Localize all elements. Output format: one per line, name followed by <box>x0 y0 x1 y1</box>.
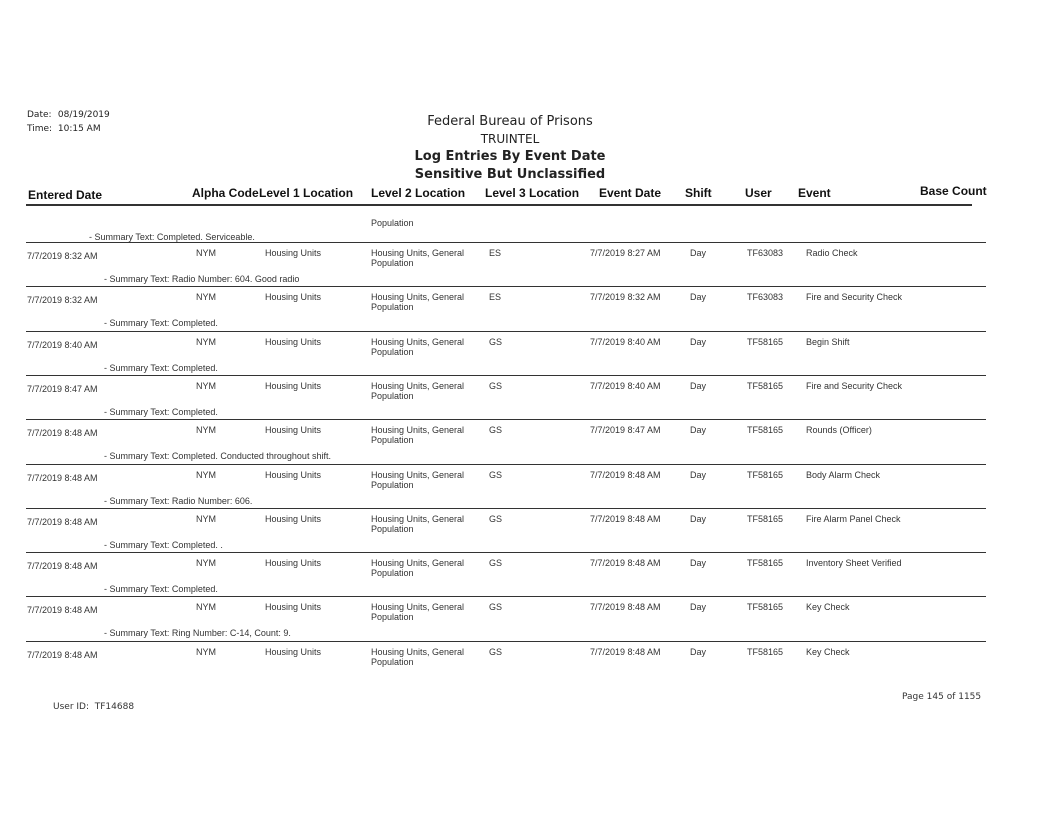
org-name: Federal Bureau of Prisons <box>427 114 593 129</box>
shift-cell: Day <box>690 647 707 657</box>
summary-text: - Summary Text: Completed. . <box>104 540 223 550</box>
event-date-cell: 7/7/2019 8:48 AM <box>590 514 661 524</box>
row-divider <box>26 641 986 642</box>
row-divider <box>26 375 986 376</box>
summary-text: - Summary Text: Completed. Conducted throughout shift. <box>104 451 331 461</box>
level1-cell: Housing Units <box>265 248 322 258</box>
alpha-code-cell: NYM <box>196 514 216 524</box>
level3-cell: GS <box>489 425 503 435</box>
level2-cell: Housing Units, General Population <box>371 292 465 312</box>
entered-date-cell: 7/7/2019 8:48 AM <box>27 473 98 483</box>
col-event: Event <box>798 186 831 200</box>
level2-cell: Housing Units, General Population <box>371 470 465 490</box>
row-divider <box>26 242 986 243</box>
col-user: User <box>745 186 772 200</box>
alpha-code-cell: NYM <box>196 292 216 302</box>
alpha-code-cell: NYM <box>196 647 216 657</box>
date-label: Date: <box>27 110 52 120</box>
row-divider <box>26 419 986 420</box>
event-date-cell: 7/7/2019 8:32 AM <box>590 292 661 302</box>
user-id-label: User ID: <box>53 702 89 712</box>
level2-cell: Housing Units, General Population <box>371 558 465 578</box>
col-entered-date: Entered Date <box>28 188 103 202</box>
event-cell: Rounds (Officer) <box>806 425 872 435</box>
event-cell: Key Check <box>806 647 850 657</box>
level3-cell: GS <box>489 647 503 657</box>
level1-cell: Housing Units <box>265 647 322 657</box>
entered-date-cell: 7/7/2019 8:48 AM <box>27 561 98 571</box>
user-id-value: TF14688 <box>94 702 135 712</box>
entered-date-cell: 7/7/2019 8:47 AM <box>27 384 98 394</box>
time-value: 10:15 AM <box>57 124 101 134</box>
user-cell: TF58165 <box>747 558 784 568</box>
entered-date-cell: 7/7/2019 8:40 AM <box>27 340 98 350</box>
level1-cell: Housing Units <box>265 292 322 302</box>
classification: Sensitive But Unclassified <box>414 167 606 182</box>
date-value: 08/19/2019 <box>57 110 110 120</box>
user-cell: TF58165 <box>747 647 784 657</box>
system-name: TRUINTEL <box>480 132 540 146</box>
level2-cell: Housing Units, General Population <box>371 647 465 667</box>
level1-cell: Housing Units <box>265 514 322 524</box>
user-cell: TF58165 <box>747 470 784 480</box>
event-date-cell: 7/7/2019 8:48 AM <box>590 602 661 612</box>
col-shift: Shift <box>685 186 712 200</box>
page-number: Page 145 of 1155 <box>902 692 982 702</box>
level3-cell: ES <box>489 292 502 302</box>
summary-text: - Summary Text: Completed. <box>104 407 218 417</box>
level1-cell: Housing Units <box>265 558 322 568</box>
carryover-level2: Population <box>371 218 414 228</box>
row-divider <box>26 552 986 553</box>
level2-cell: Housing Units, General Population <box>371 514 465 534</box>
col-base-count: Base Count <box>920 184 987 198</box>
user-cell: TF58165 <box>747 602 784 612</box>
level1-cell: Housing Units <box>265 602 322 612</box>
event-date-cell: 7/7/2019 8:48 AM <box>590 647 661 657</box>
alpha-code-cell: NYM <box>196 381 216 391</box>
level3-cell: GS <box>489 337 503 347</box>
summary-text: - Summary Text: Radio Number: 606. <box>104 496 253 506</box>
user-cell: TF63083 <box>747 248 784 258</box>
entered-date-cell: 7/7/2019 8:48 AM <box>27 517 98 527</box>
alpha-code-cell: NYM <box>196 470 216 480</box>
alpha-code-cell: NYM <box>196 558 216 568</box>
level1-cell: Housing Units <box>265 425 322 435</box>
user-cell: TF58165 <box>747 514 784 524</box>
shift-cell: Day <box>690 558 707 568</box>
level3-cell: GS <box>489 558 503 568</box>
time-label: Time: <box>27 124 53 134</box>
col-level1: Level 1 Location <box>259 186 354 200</box>
footer-user-id <box>53 702 134 712</box>
shift-cell: Day <box>690 602 707 612</box>
event-date-cell: 7/7/2019 8:40 AM <box>590 337 661 347</box>
level1-cell: Housing Units <box>265 470 322 480</box>
summary-text: - Summary Text: Completed. <box>104 584 218 594</box>
alpha-code-cell: NYM <box>196 602 216 612</box>
user-cell: TF58165 <box>747 337 784 347</box>
level1-cell: Housing Units <box>265 337 322 347</box>
level2-cell: Housing Units, General Population <box>371 337 465 357</box>
user-cell: TF58165 <box>747 381 784 391</box>
level1-cell: Housing Units <box>265 381 322 391</box>
event-cell: Fire and Security Check <box>806 381 903 391</box>
row-divider <box>26 508 986 509</box>
entered-date-cell: 7/7/2019 8:48 AM <box>27 650 98 660</box>
user-cell: TF63083 <box>747 292 784 302</box>
summary-text: - Summary Text: Completed. <box>104 363 218 373</box>
col-level2: Level 2 Location <box>371 186 466 200</box>
level2-cell: Housing Units, General Population <box>371 425 465 445</box>
col-level3: Level 3 Location <box>485 186 580 200</box>
shift-cell: Day <box>690 381 707 391</box>
alpha-code-cell: NYM <box>196 425 216 435</box>
row-divider <box>26 331 986 332</box>
event-cell: Body Alarm Check <box>806 470 881 480</box>
shift-cell: Day <box>690 425 707 435</box>
event-cell: Inventory Sheet Verified <box>806 558 902 568</box>
shift-cell: Day <box>690 292 707 302</box>
event-date-cell: 7/7/2019 8:48 AM <box>590 470 661 480</box>
level2-cell: Housing Units, General Population <box>371 381 465 401</box>
user-cell: TF58165 <box>747 425 784 435</box>
event-cell: Begin Shift <box>806 337 850 347</box>
alpha-code-cell: NYM <box>196 248 216 258</box>
col-alpha-code: Alpha Code <box>192 186 259 200</box>
level3-cell: GS <box>489 381 503 391</box>
row-divider <box>26 286 986 287</box>
col-event-date: Event Date <box>599 186 662 200</box>
entered-date-cell: 7/7/2019 8:32 AM <box>27 251 98 261</box>
row-divider <box>26 464 986 465</box>
shift-cell: Day <box>690 337 707 347</box>
level3-cell: GS <box>489 514 503 524</box>
event-cell: Key Check <box>806 602 850 612</box>
summary-text: - Summary Text: Ring Number: C-14, Count: 9. <box>104 628 291 638</box>
event-date-cell: 7/7/2019 8:40 AM <box>590 381 661 391</box>
event-date-cell: 7/7/2019 8:48 AM <box>590 558 661 568</box>
report-title: Log Entries By Event Date <box>414 149 606 164</box>
level3-cell: GS <box>489 470 503 480</box>
shift-cell: Day <box>690 514 707 524</box>
event-cell: Fire Alarm Panel Check <box>806 514 901 524</box>
entered-date-cell: 7/7/2019 8:48 AM <box>27 605 98 615</box>
level3-cell: ES <box>489 248 502 258</box>
level3-cell: GS <box>489 602 503 612</box>
shift-cell: Day <box>690 248 707 258</box>
level2-cell: Housing Units, General Population <box>371 602 465 622</box>
event-cell: Fire and Security Check <box>806 292 903 302</box>
event-date-cell: 7/7/2019 8:47 AM <box>590 425 661 435</box>
row-divider <box>26 596 986 597</box>
summary-text: - Summary Text: Radio Number: 604. Good radio <box>104 274 300 284</box>
alpha-code-cell: NYM <box>196 337 216 347</box>
header-rule <box>26 204 972 206</box>
entered-date-cell: 7/7/2019 8:32 AM <box>27 295 98 305</box>
level2-cell: Housing Units, General Population <box>371 248 465 268</box>
entered-date-cell: 7/7/2019 8:48 AM <box>27 428 98 438</box>
carryover-summary: - Summary Text: Completed. Serviceable. <box>89 232 255 242</box>
summary-text: - Summary Text: Completed. <box>104 318 218 328</box>
shift-cell: Day <box>690 470 707 480</box>
event-cell: Radio Check <box>806 248 858 258</box>
event-date-cell: 7/7/2019 8:27 AM <box>590 248 661 258</box>
